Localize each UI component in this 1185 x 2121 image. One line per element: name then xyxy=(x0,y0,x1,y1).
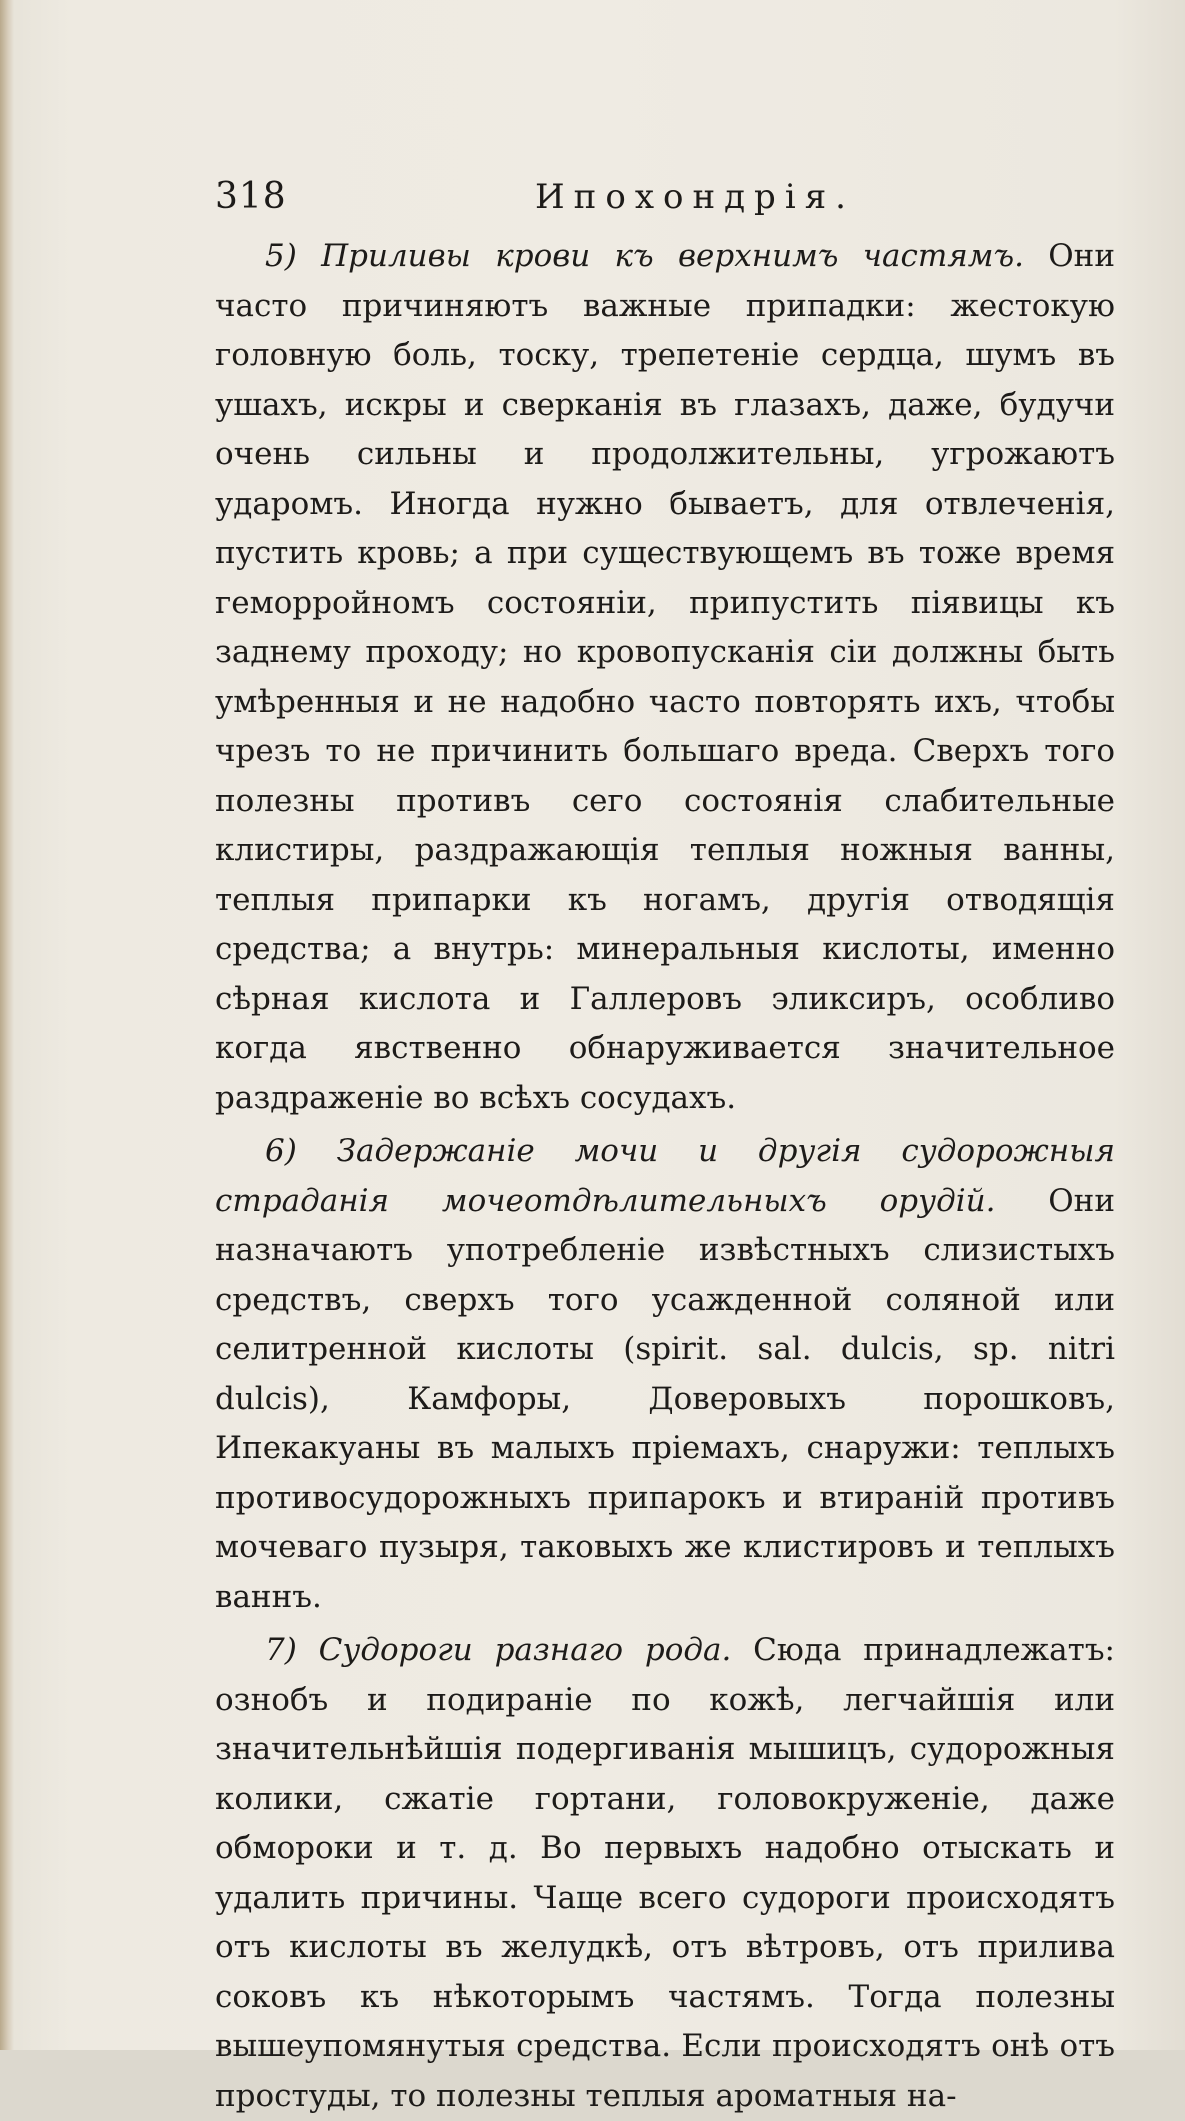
paragraph-text: Они назначаютъ употребленіе извѣстныхъ слизистыхъ средствъ, сверхъ того усажденной соляной или селитренной кислоты (spirit. sal. dulcis, sp. nitri dulcis), Камфоры, Доверовыхъ порошковъ, Ипекакуаны въ малыхъ пріемахъ, снаружи: теплыхъ противосудорожныхъ припарокъ и втираній противъ мочеваго пузыря, таковыхъ же клистировъ и теплыхъ ваннъ. xyxy=(215,1182,1115,1615)
paragraph-6-urine-retention xyxy=(215,1127,1115,1622)
page-binding-edge xyxy=(0,0,14,2050)
page-number: 318 xyxy=(215,176,287,217)
paragraph-7-convulsions xyxy=(215,1626,1115,2121)
paragraph-term: 5) Приливы крови къ верхнимъ частямъ. xyxy=(265,238,1024,274)
page-content xyxy=(215,172,1115,2121)
paragraph-term: 7) Судороги разнаго рода. xyxy=(265,1632,732,1668)
paragraph-text: Они часто причиняютъ важные припадки: жестокую головную боль, тоску, трепетеніе сердца, шумъ въ ушахъ, искры и сверканія въ глазахъ, даже, будучи очень сильны и продолжительны, угрожаютъ ударомъ. Иногда нужно бываетъ, для отвлеченія, пустить кровь; а при существующемъ въ тоже время геморройномъ состояніи, припустить піявицы къ заднему проходу; но кровопусканія сіи должны быть умѣренныя и не надобно часто повторять ихъ, чтобы чрезъ то не причинить большаго вреда. Сверхъ того полезны противъ сего состоянія слабительные клистиры, раздражающія теплыя ножныя ванны, теплыя припарки къ ногамъ, другія отводящія средства; а внутрь: минеральныя кислоты, именно сѣрная кислота и Галлеровъ эликсиръ, особливо когда явственно обнаруживается значительное раздраженіе во всѣхъ сосудахъ. xyxy=(215,238,1116,1116)
paragraph-text: Сюда принадлежатъ: ознобъ и подираніе по кожѣ, легчайшія или значительнѣйшія подергиванія мышицъ, судорожныя колики, сжатіе гортани, головокруженіе, даже обмороки и т. д. Во первыхъ надобно отыскать и удалить причины. Чаще всего судороги происходятъ отъ кислоты въ желудкѣ, отъ вѣтровъ, отъ прилива соковъ къ нѣкоторымъ частямъ. Тогда полезны вышеупомянутыя средства. Если происходятъ онѣ отъ простуды, то полезны теплыя ароматныя на- xyxy=(215,1632,1115,2114)
page-header xyxy=(215,172,1115,232)
paragraph-5-blood-rush xyxy=(215,232,1115,1123)
paragraph-term: 6) Задержаніе мочи и другія судорожныя страданія мочеотдѣлительныхъ орудій. xyxy=(215,1133,1115,1219)
running-title: Ипохондрія. xyxy=(535,177,855,217)
